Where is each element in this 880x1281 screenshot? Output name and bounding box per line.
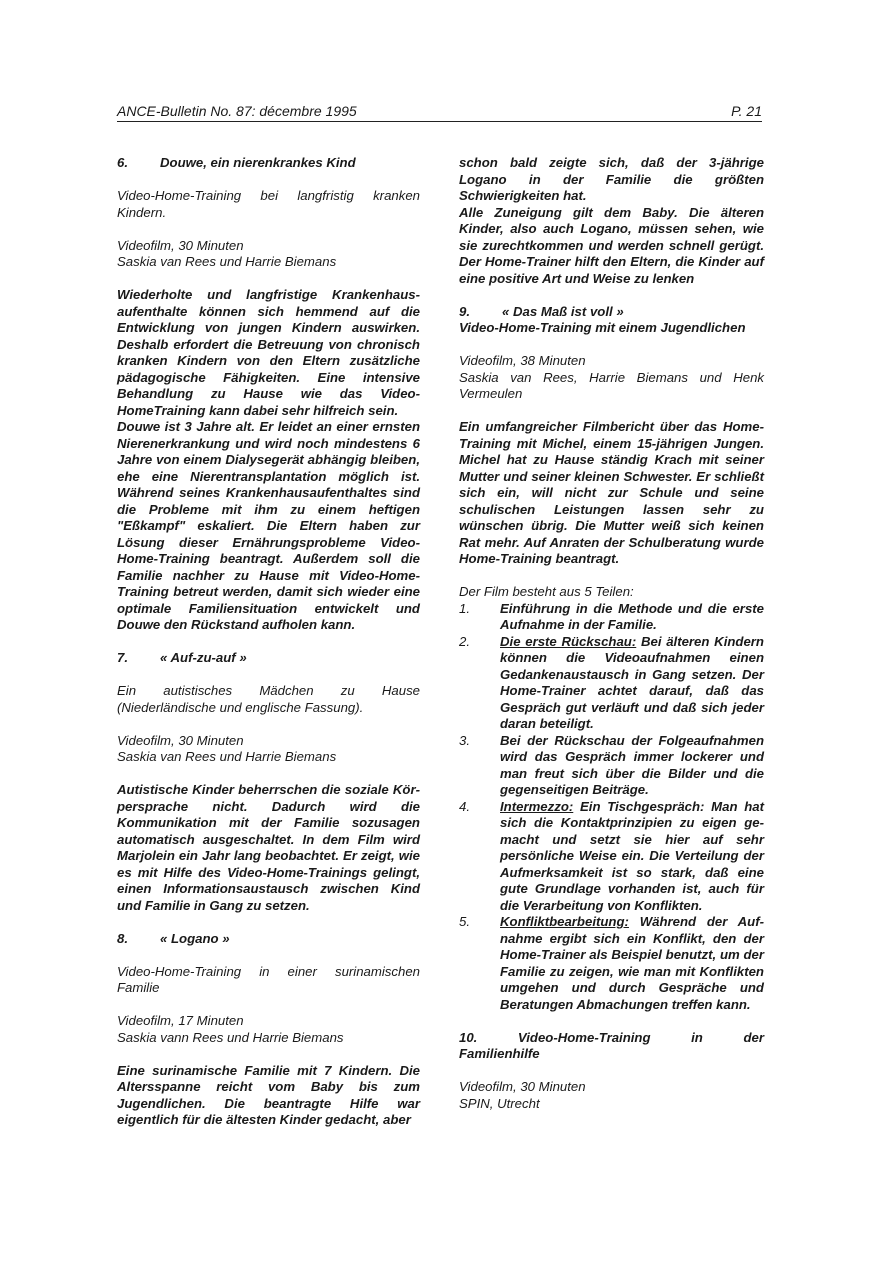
section-number: 10. <box>459 1029 478 1045</box>
section-7-paragraph-1: Autistische Kinder beherrschen die soziale Kör-persprache nicht. Dadurch wird die Kommunikation mit der Familie sozusagen automatisch ausgeschaltet. In dem Film wird Marjolein ein Jahr lang beobachtet. Er zeigt, wie es mit Hilfe des Video-Home-Trainings gelingt, einen Informationsaustausch zwischen Kind und Familie in Gang zu setzen. <box>117 782 420 913</box>
list-item-number: 4. <box>459 798 470 814</box>
section-title: Douwe, ein nierenkrankes Kind <box>160 155 356 170</box>
section-number: 8. <box>117 930 128 946</box>
list-item-number: 1. <box>459 600 470 616</box>
section-title-part: der <box>743 1029 764 1045</box>
section-8-subtitle: Video-Home-Training in einer surinamischen Familie <box>117 963 420 995</box>
list-item-body: Ein Tischgespräch: Man hat sich die Kontaktprinzipien zu eigen ge-macht und setzt sie hier auf sehr persönliche Weise ein. Die Verteilung der Aufmerksamkeit ist so stark, daß eine gute Grundlage vorhanden ist, auch für die Verarbeitung von Konflikten. <box>500 798 764 913</box>
section-7-film: Videofilm, 30 Minuten <box>117 732 244 748</box>
section-10-heading <box>459 1030 764 1047</box>
list-item <box>459 799 764 915</box>
list-item-number: 3. <box>459 732 470 748</box>
section-8-film: Videofilm, 17 Minuten <box>117 1013 244 1028</box>
list-item-number: 5. <box>459 914 470 929</box>
list-item <box>459 601 764 634</box>
section-9-paragraph-1: Ein umfangreicher Filmbericht über das Home-Training mit Michel, einem 15-jährigen Jungen. Michel hat zu Hause ständig Krach mit seiner Mutter und seiner kleinen Schwester. Er schließt sich ein, will nicht zur Schule und seine schulischen Leistungen lassen sehr zu wünschen übrig. Die Mutter weiß sich keinen Rat mehr. Auf Anraten der Schulberatung wurde Home-Training beantragt. <box>459 419 764 566</box>
right-column <box>459 155 764 1112</box>
list-item <box>459 733 764 799</box>
list-item-body: Einführung in die Methode und die erste Aufnahme in der Familie. <box>500 600 764 632</box>
section-6-paragraph-1: Wiederholte und langfristige Krankenhaus-aufenthalte können sich hemmend auf die Entwicklung von jungen Kindern auswirken. Deshalb erfordert die Betreuung von chronisch kranken Kindern von den Eltern zusätzliche pädagogische Fähigkeiten. Eine intensive Behandlung zu Hause wie das Video-HomeTraining kann dabei sehr hilfreich sein. <box>117 287 420 418</box>
section-9-authors: Saskia van Rees, Harrie Biemans und Henk Vermeulen <box>459 369 764 401</box>
section-8-paragraph-1-continued: schon bald zeigte sich, daß der 3-jährige Logano in der Familie die größten Schwierigkeiten hat. <box>459 155 764 203</box>
section-8-paragraph-2: Alle Zuneigung gilt dem Baby. Die älteren Kinder, also auch Logano, müssen sehen, wie sie zurechtkommen und werden schnell gerügt. Der Home-Trainer hilft den Eltern, die Kinder auf eine positive Art und Weise zu lenken <box>459 204 764 286</box>
list-item-body: Bei der Rückschau der Folgeaufnahmen wird das Gespräch immer lockerer und man freut sich über die Bilder und die gegenseitigen Beiträge. <box>500 732 764 797</box>
section-8-authors: Saskia vann Rees und Harrie Biemans <box>117 1029 344 1045</box>
section-6-authors: Saskia van Rees und Harrie Biemans <box>117 254 337 269</box>
section-10-film: Videofilm, 30 Minuten <box>459 1079 586 1094</box>
section-9-heading <box>459 304 764 321</box>
list-item-text <box>500 634 764 733</box>
list-item-text <box>500 799 764 915</box>
list-item-label: Intermezzo: <box>500 798 574 814</box>
section-6-film: Videofilm, 30 Minuten <box>117 237 244 253</box>
section-8-paragraph-1: Eine surinamische Familie mit 7 Kindern. Die Altersspanne reicht vom Baby bis zum Jugendlichen. Die beantragte Hilfe war eigentlich für die ältesten Kinder gedacht, aber <box>117 1062 420 1127</box>
section-7-authors: Saskia van Rees und Harrie Biemans <box>117 749 337 764</box>
section-8-heading <box>117 931 420 948</box>
section-9-subtitle: Video-Home-Training mit einem Jugendlichen <box>459 320 746 335</box>
section-6-heading <box>117 155 420 172</box>
section-10-title-line-2: Familienhilfe <box>459 1046 540 1061</box>
section-6-paragraph-2: Douwe ist 3 Jahre alt. Er leidet an einer ernsten Nierenerkrankung und wird noch mindestens 6 Jahre von einem Dialysegerät abhängig bleiben, ehe eine Nierentransplantation möglich ist. Während seines Krankenhausaufenthaltes sind die Probleme mit ihm zu einem heftigen "Eßkampf" eskaliert. Die Eltern haben zur Lösung dieser Ernährungsprobleme Video-Home-Training beantragt. Außerdem soll die Familie nachher zu Hause mit Video-Home-Training betreut werden, damit sich wieder eine optimale Familiensituation entwickelt und Douwe den Rückstand aufholen kann. <box>117 419 420 632</box>
section-title: « Das Maß ist voll » <box>502 303 624 319</box>
section-number: 9. <box>459 303 470 319</box>
list-item-number: 2. <box>459 633 470 649</box>
list-item <box>459 914 764 1013</box>
page-number: P. 21 <box>731 103 762 119</box>
list-item-body: Bei älteren Kindern können die Videoaufnahmen einen Gedankenaustausch in Gang setzen. Der Home-Trainer achtet darauf, daß das Gespräch gut verläuft und daß sich jeder daran beteiligt. <box>500 633 764 731</box>
section-7-heading <box>117 650 420 667</box>
section-title-part: Video-Home-Training <box>517 1029 651 1045</box>
list-item-label: Die erste Rückschau: <box>500 633 637 649</box>
section-9-parts-intro: Der Film besteht aus 5 Teilen: <box>459 584 634 599</box>
section-9-parts-list <box>459 601 764 1014</box>
list-item-label: Konfliktbearbeitung: <box>500 914 629 929</box>
list-item-body: Während der Auf-nahme ergibt sich ein Konflikt, den der Home-Trainer als Beispiel benutzt, um der Familie zu zeigen, wie man mit Konflikten umgehen und durch Gespräche und Beratungen Abmachungen treffen kann. <box>500 914 764 1012</box>
section-number: 6. <box>117 155 128 170</box>
section-title: « Logano » <box>160 930 230 946</box>
left-column <box>117 155 420 1129</box>
section-7-subtitle: Ein autistisches Mädchen zu Hause (Niederländische und englische Fassung). <box>117 683 420 715</box>
section-10-authors: SPIN, Utrecht <box>459 1095 540 1111</box>
list-item-text <box>500 914 764 1013</box>
section-number: 7. <box>117 650 128 665</box>
section-title-part: in <box>691 1029 703 1045</box>
list-item-text <box>500 601 764 634</box>
list-item <box>459 634 764 733</box>
section-9-film: Videofilm, 38 Minuten <box>459 353 586 368</box>
page-header <box>117 103 762 122</box>
list-item-text <box>500 733 764 799</box>
bulletin-title: ANCE-Bulletin No. 87: décembre 1995 <box>117 103 357 119</box>
section-title: « Auf-zu-auf » <box>160 650 247 665</box>
section-6-subtitle: Video-Home-Training bei langfristig kranken Kindern. <box>117 188 420 220</box>
